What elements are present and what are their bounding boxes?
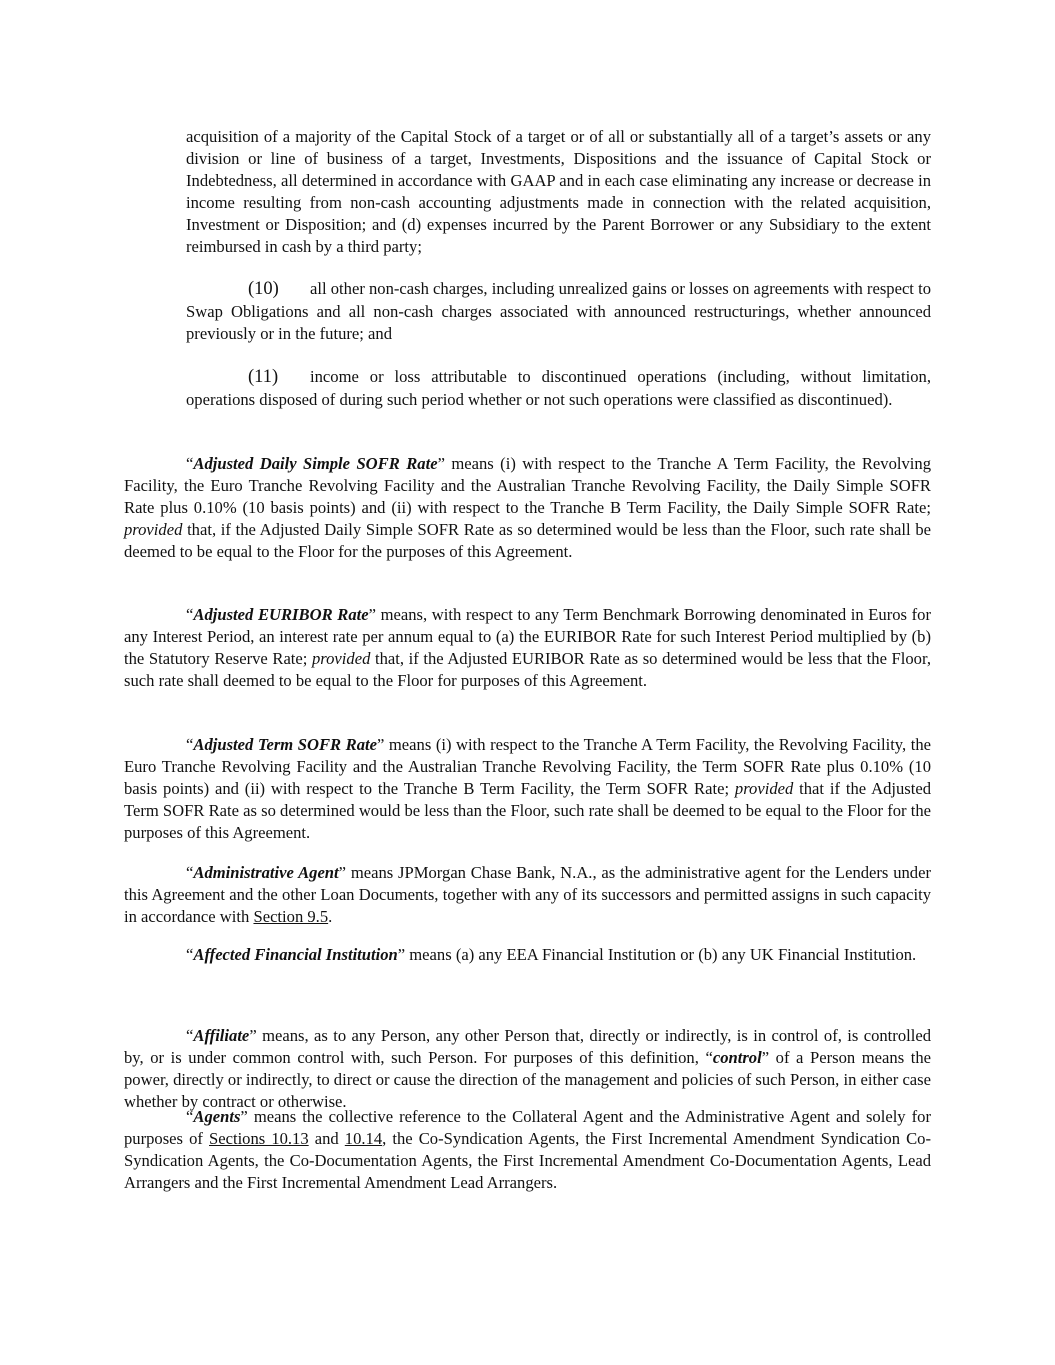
definition-text: ” means JPMorgan Chase Bank, N.A., as the administrative agent for the Lenders under this Agreement and the other Loan Documents, together with any of its successors and permitted assigns in such capacity in accordance with bbox=[124, 863, 931, 926]
defined-term: Administrative Agent bbox=[193, 863, 339, 882]
definition-text: ” means (a) any EEA Financial Institution or (b) any UK Financial Institution. bbox=[397, 945, 917, 964]
definition-text: ” means (i) with respect to the Tranche A Term Facility, the Revolving Facility, the Euro Tranche Revolving Facility and the Australian Tranche Revolving Facility, the Term SOFR Rate plus 0.10% (10 basis points) and (ii) with respect to the Tranche B Term Facility, the Term SOFR Rate; bbox=[124, 735, 931, 798]
open-quote: “ bbox=[186, 1026, 194, 1045]
italic-provided: provided bbox=[734, 778, 794, 798]
definition-text: that, if the Adjusted EURIBOR Rate as so determined would be less that the Floor, such rate shall deemed to be equal to the Floor for purposes of this Agreement. bbox=[124, 648, 931, 690]
definition-adjusted-term-sofr-rate bbox=[124, 734, 931, 844]
open-quote: “ bbox=[186, 605, 194, 624]
definition-text: ” means, with respect to any Term Benchmark Borrowing denominated in Euros for any Interest Period, an interest rate per annum equal to (a) the EURIBOR Rate for such Interest Period multiplied by (b) the Statutory Reserve Rate; bbox=[124, 605, 931, 668]
definition-text: ” means (i) with respect to the Tranche A Term Facility, the Revolving Facility, the Euro Tranche Revolving Facility and the Australian Tranche Revolving Facility, the Daily Simple SOFR Rate plus 0.10% (10 basis points) and (ii) with respect to the Tranche B Term Facility, the Daily Simple SOFR Rate; bbox=[124, 454, 931, 517]
defined-term: Adjusted EURIBOR Rate bbox=[193, 605, 369, 624]
definition-text: and bbox=[308, 1128, 345, 1148]
definition-text: . bbox=[328, 906, 333, 926]
open-quote: “ bbox=[186, 1107, 194, 1126]
paragraph-text: all other non-cash charges, including unrealized gains or losses on agreements with respect to Swap Obligations and all non-cash charges associated with announced restructurings, whether announced previously or in the future; and bbox=[186, 279, 931, 343]
defined-term: Affiliate bbox=[193, 1026, 250, 1045]
definition-text: ” means, as to any Person, any other Person that, directly or indirectly, is in control of, is controlled by, or is under common control with, such Person. For purposes of this definition, “ bbox=[124, 1026, 931, 1067]
section-reference: 10.14 bbox=[344, 1128, 383, 1148]
open-quote: “ bbox=[186, 735, 194, 754]
definition-administrative-agent bbox=[124, 862, 931, 928]
defined-term: Adjusted Daily Simple SOFR Rate bbox=[193, 454, 438, 473]
definition-agents bbox=[124, 1106, 931, 1194]
defined-term: Adjusted Term SOFR Rate bbox=[193, 735, 377, 754]
paragraph-text: income or loss attributable to discontinued operations (including, without limitation, operations disposed of during such period whether or not such operations were classified as discontinued). bbox=[186, 367, 931, 409]
defined-term-control: control bbox=[712, 1047, 762, 1067]
paragraph-text: acquisition of a majority of the Capital Stock of a target or of all or substantially all of a target’s assets or any division or line of business of a target, Investments, Dispositions and the issuance of Capital Stock or Indebtedness, all determined in accordance with GAAP and in each case eliminating any increase or decrease in income resulting from non-cash accounting adjustments made in connection with the related acquisition, Investment or Disposition; and (d) expenses incurred by the Parent Borrower or any Subsidiary to the extent reimbursed in cash by a third party; bbox=[186, 127, 931, 256]
defined-term: Affected Financial Institution bbox=[193, 945, 398, 964]
definition-adjusted-daily-simple-sofr-rate bbox=[124, 453, 931, 563]
definition-text: ” of a Person means the power, directly or indirectly, to direct or cause the direction of the management and policies of such Person, in either case whether by contract or otherwise. bbox=[124, 1047, 932, 1111]
definition-text: , the Co-Syndication Agents, the First Incremental Amendment Syndication Co-Syndication Agents, the Co-Documentation Agents, the First Incremental Amendment Co-Documentation Agents, Lead Arrangers and the First Incremental Amendment Lead Arrangers. bbox=[124, 1128, 931, 1192]
section-reference: Section 9.5 bbox=[253, 906, 329, 926]
open-quote: “ bbox=[186, 454, 194, 473]
section-reference: Sections 10.13 bbox=[209, 1128, 309, 1148]
definition-affected-financial-institution bbox=[124, 944, 931, 966]
paragraph-item-11 bbox=[186, 366, 931, 411]
item-number: (11) bbox=[248, 367, 279, 387]
italic-provided: provided bbox=[312, 648, 371, 668]
open-quote: “ bbox=[186, 945, 194, 964]
definition-text: that, if the Adjusted Daily Simple SOFR Rate as so determined would be less than the Floor, such rate shall be deemed to be equal to the Floor for the purposes of this Agreement. bbox=[124, 519, 931, 561]
paragraph-continuation bbox=[186, 126, 931, 257]
definition-text: that if the Adjusted Term SOFR Rate as so determined would be less than the Floor, such rate shall be deemed to be equal to the Floor for the purposes of this Agreement. bbox=[124, 778, 932, 842]
definition-affiliate bbox=[124, 1025, 931, 1113]
item-number: (10) bbox=[248, 279, 279, 299]
definition-text: ” means the collective reference to the Collateral Agent and the Administrative Agent and solely for purposes of bbox=[124, 1107, 931, 1148]
defined-term: Agents bbox=[193, 1107, 241, 1126]
open-quote: “ bbox=[186, 863, 194, 882]
italic-provided: provided bbox=[124, 519, 183, 539]
definition-adjusted-euribor-rate bbox=[124, 604, 931, 692]
paragraph-item-10 bbox=[186, 278, 931, 345]
